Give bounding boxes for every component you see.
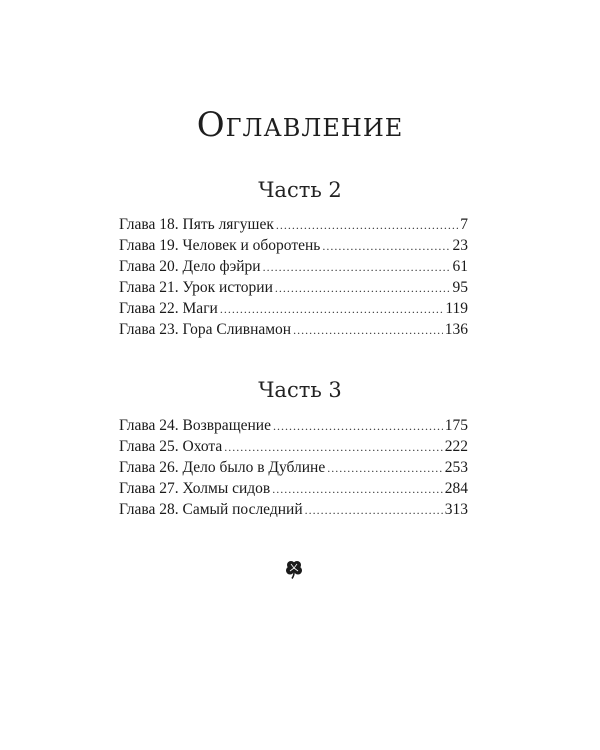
chapter-title: Глава 18. Пять лягушек	[119, 216, 274, 233]
chapter-title: Глава 20. Дело фэйри	[119, 258, 261, 275]
toc-entry[interactable]	[119, 415, 468, 436]
chapter-title: Глава 23. Гора Сливнамон	[119, 321, 292, 338]
chapter-title: Глава 26. Дело было в Дублине	[119, 459, 326, 476]
page-number: 61	[452, 258, 468, 275]
shamrock-icon	[283, 558, 305, 580]
chapter-title: Глава 24. Возвращение	[119, 417, 271, 434]
toc-entry[interactable]	[119, 298, 468, 319]
page-number: 313	[444, 501, 468, 518]
dot-leader	[224, 437, 442, 458]
part-heading-2: Часть 2	[258, 178, 342, 202]
chapter-title: Глава 21. Урок истории	[119, 279, 273, 296]
page-number: 136	[444, 321, 468, 338]
chapter-title: Глава 27. Холмы сидов	[119, 480, 271, 497]
dot-leader	[275, 278, 451, 299]
dot-leader	[305, 500, 443, 521]
page-number: 7	[460, 216, 468, 233]
toc-entry[interactable]	[119, 319, 468, 340]
dot-leader	[273, 416, 443, 437]
page-number: 222	[444, 438, 468, 455]
dot-leader	[220, 299, 443, 320]
chapter-title: Глава 25. Охота	[119, 438, 223, 455]
page-number: 95	[452, 279, 468, 296]
dot-leader	[263, 257, 451, 278]
chapter-title: Глава 22. Маги	[119, 300, 218, 317]
toc-entry[interactable]	[119, 457, 468, 478]
chapter-list-part-2	[119, 214, 468, 340]
chapter-list-part-3	[119, 415, 468, 520]
chapter-title: Глава 28. Самый последний	[119, 501, 303, 518]
page-title: Оглавление	[196, 104, 404, 145]
dot-leader	[276, 215, 458, 236]
toc-entry[interactable]	[119, 436, 468, 457]
toc-entry[interactable]	[119, 277, 468, 298]
part-heading-3: Часть 3	[258, 378, 342, 402]
dot-leader	[272, 479, 442, 500]
toc-entry[interactable]	[119, 235, 468, 256]
toc-entry[interactable]	[119, 256, 468, 277]
page-number: 119	[445, 300, 468, 317]
dot-leader	[322, 236, 450, 257]
page-number: 175	[444, 417, 468, 434]
dot-leader	[327, 458, 443, 479]
page-number: 253	[444, 459, 468, 476]
chapter-title: Глава 19. Человек и оборотень	[119, 237, 321, 254]
dot-leader	[293, 320, 443, 341]
toc-entry[interactable]	[119, 499, 468, 520]
page-number: 284	[444, 480, 468, 497]
toc-entry[interactable]	[119, 478, 468, 499]
page-number: 23	[452, 237, 468, 254]
toc-entry[interactable]	[119, 214, 468, 235]
